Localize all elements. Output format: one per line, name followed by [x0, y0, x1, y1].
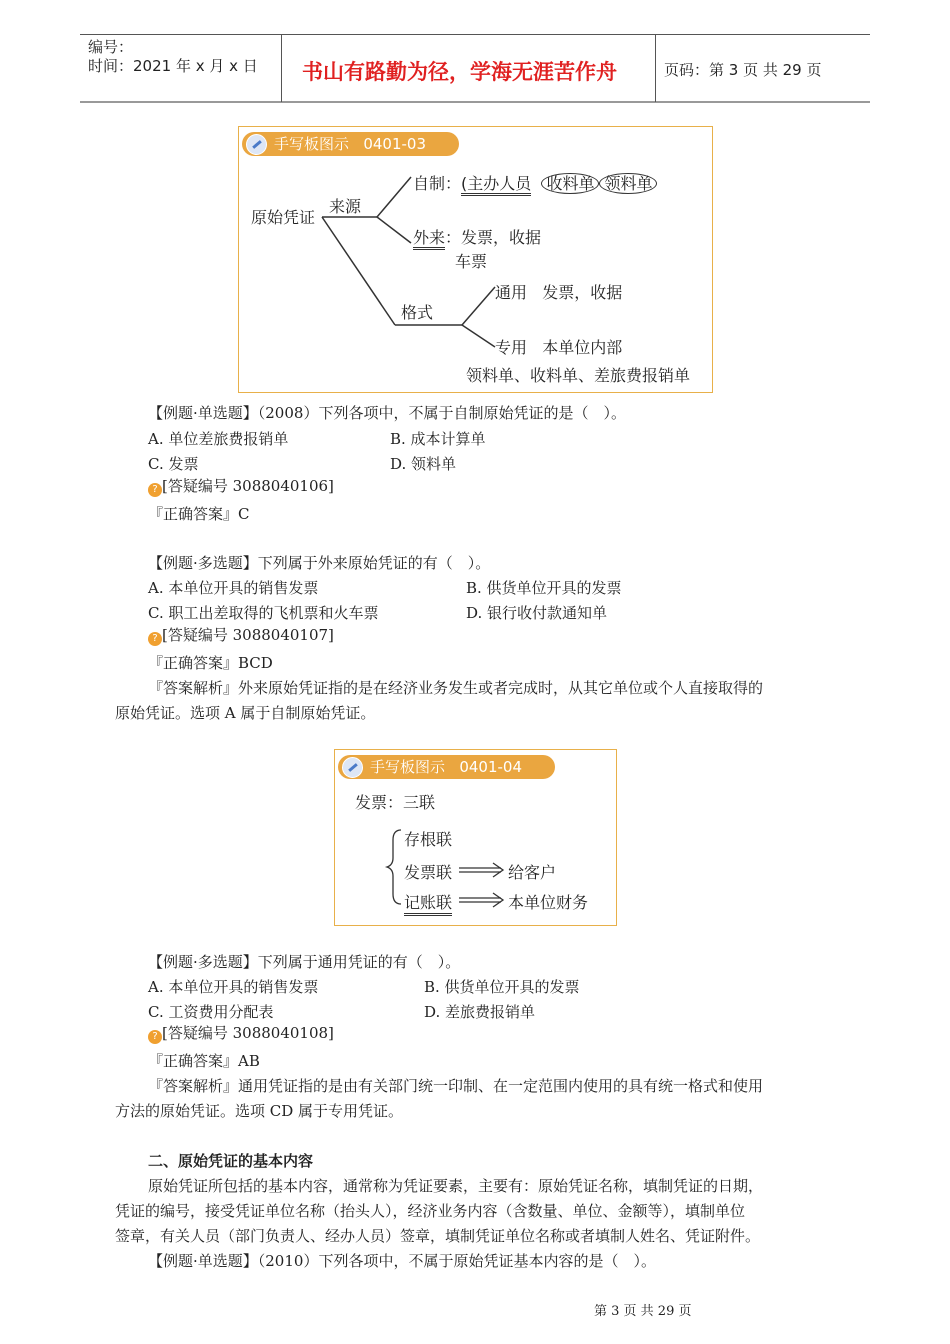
- q3-ref-text: [答疑编号 3088040108]: [162, 1024, 334, 1042]
- bookkeeping-copy-to: 本单位财务: [508, 893, 589, 912]
- q1-option-d: D. 领料单: [390, 455, 457, 473]
- q2-option-c: C. 职工出差取得的飞机票和火车票: [148, 604, 379, 622]
- q2-analysis-line1: 『答案解析』外来原始凭证指的是在经济业务发生或者完成时，从其它单位或个人直接取得的: [148, 679, 764, 697]
- stub-copy: 存根联: [404, 830, 453, 849]
- special-label: 专用: [495, 338, 528, 357]
- diagram-code: 0401-03: [363, 135, 427, 153]
- diagram-code: 0401-04: [459, 758, 523, 776]
- header-top-rule: [80, 34, 870, 35]
- special-node: [495, 335, 622, 358]
- source-node: 来源: [329, 197, 362, 216]
- q3-option-b: B. 供货单位开具的发票: [424, 978, 580, 996]
- section-paragraph-line2: 凭证的编号，接受凭证单位名称（抬头人），经济业务内容（含数量、单位、金额等），填制单位: [115, 1202, 746, 1220]
- circled-requisition: 领料单: [599, 173, 657, 194]
- invoice-heading: 发票：三联: [355, 793, 436, 812]
- question-icon: ?: [148, 632, 162, 646]
- header-bottom-rule: [80, 101, 870, 103]
- bookkeeping-copy: 记账联: [404, 890, 452, 916]
- general-node: [495, 280, 622, 303]
- self-made-node: [413, 171, 657, 194]
- handwriting-diagram-0401-03: [238, 126, 713, 393]
- q1-option-b: B. 成本计算单: [390, 430, 486, 448]
- special-detail-2: 领料单、收料单、差旅费报销单: [466, 366, 691, 385]
- general-detail: 发票，收据: [542, 283, 623, 302]
- q1-answer: 『正确答案』C: [148, 505, 250, 523]
- self-made-label: 自制：: [413, 174, 462, 193]
- q3-analysis-line1: 『答案解析』通用凭证指的是由有关部门统一印制、在一定范围内使用的具有统一格式和使用: [148, 1077, 764, 1095]
- invoice-copy: 发票联: [404, 863, 453, 882]
- q3-answer: 『正确答案』AB: [148, 1052, 260, 1070]
- section-heading: 二、原始凭证的基本内容: [148, 1152, 314, 1170]
- q1-option-a: A. 单位差旅费报销单: [148, 430, 289, 448]
- q2-ref-text: [答疑编号 3088040107]: [162, 626, 334, 644]
- q2-analysis-line2: 原始凭证。选项 A 属于自制原始凭证。: [115, 704, 376, 722]
- time-label: 时间：2021 年 x 月 x 日: [88, 57, 258, 75]
- q3-stem: 【例题·多选题】下列属于通用凭证的有（ ）。: [148, 953, 461, 971]
- q2-option-d: D. 银行收付款通知单: [466, 604, 608, 622]
- special-detail: 本单位内部: [542, 338, 623, 357]
- external-detail-2: 车票: [455, 252, 488, 271]
- q1-option-c: C. 发票: [148, 455, 199, 473]
- q3-ref[interactable]: [148, 1023, 334, 1044]
- diagram-title: 手写板图示: [274, 135, 350, 153]
- root-node: 原始凭证: [251, 208, 316, 227]
- q3-option-a: A. 本单位开具的销售发票: [148, 978, 319, 996]
- circled-receipt: 收料单: [541, 173, 599, 194]
- q1-ref[interactable]: [148, 476, 334, 497]
- q3-option-d: D. 差旅费报销单: [424, 1003, 536, 1021]
- q1-stem: 【例题·单选题】（2008）下列各项中，不属于自制原始凭证的是（ ）。: [148, 404, 626, 422]
- handwriting-diagram-0401-04: [334, 749, 617, 926]
- q2-option-a: A. 本单位开具的销售发票: [148, 579, 319, 597]
- q2-stem: 【例题·多选题】下列属于外来原始凭证的有（ ）。: [148, 554, 491, 572]
- section-paragraph-line1: 原始凭证所包括的基本内容，通常称为凭证要素，主要有：原始凭证名称，填制凭证的日期，: [148, 1177, 764, 1195]
- q2-option-b: B. 供货单位开具的发票: [466, 579, 622, 597]
- external-node: [413, 225, 541, 248]
- question-icon: ?: [148, 1030, 162, 1044]
- header-divider: [281, 34, 282, 102]
- serial-label: 编号：: [88, 38, 134, 56]
- question-icon: ?: [148, 483, 162, 497]
- q2-answer: 『正确答案』BCD: [148, 654, 273, 672]
- external-label: 外来: [413, 228, 445, 250]
- page-info: 页码：第 3 页 共 29 页: [664, 61, 822, 79]
- section-paragraph-line3: 签章，有关人员（部门负责人、经办人员）签章，填制凭证单位名称或者填制人姓名、凭证附件。: [115, 1227, 761, 1245]
- q3-analysis-line2: 方法的原始凭证。选项 CD 属于专用凭证。: [115, 1102, 404, 1120]
- header-divider: [655, 34, 656, 102]
- q2-ref[interactable]: [148, 625, 334, 646]
- external-detail: ：发票，收据: [445, 228, 542, 247]
- q3-option-c: C. 工资费用分配表: [148, 1003, 274, 1021]
- format-node: 格式: [401, 303, 434, 322]
- general-label: 通用: [495, 283, 528, 302]
- page-footer: 第 3 页 共 29 页: [594, 1304, 692, 1319]
- motto: 书山有路勤为径，学海无涯苦作舟: [302, 60, 617, 84]
- invoice-copy-to: 给客户: [508, 863, 557, 882]
- diagram-title: 手写板图示: [370, 758, 446, 776]
- self-made-detail: (主办人员: [461, 174, 531, 196]
- q1-ref-text: [答疑编号 3088040106]: [162, 477, 334, 495]
- q4-stem: 【例题·单选题】（2010）下列各项中，不属于原始凭证基本内容的是（ ）。: [148, 1252, 656, 1270]
